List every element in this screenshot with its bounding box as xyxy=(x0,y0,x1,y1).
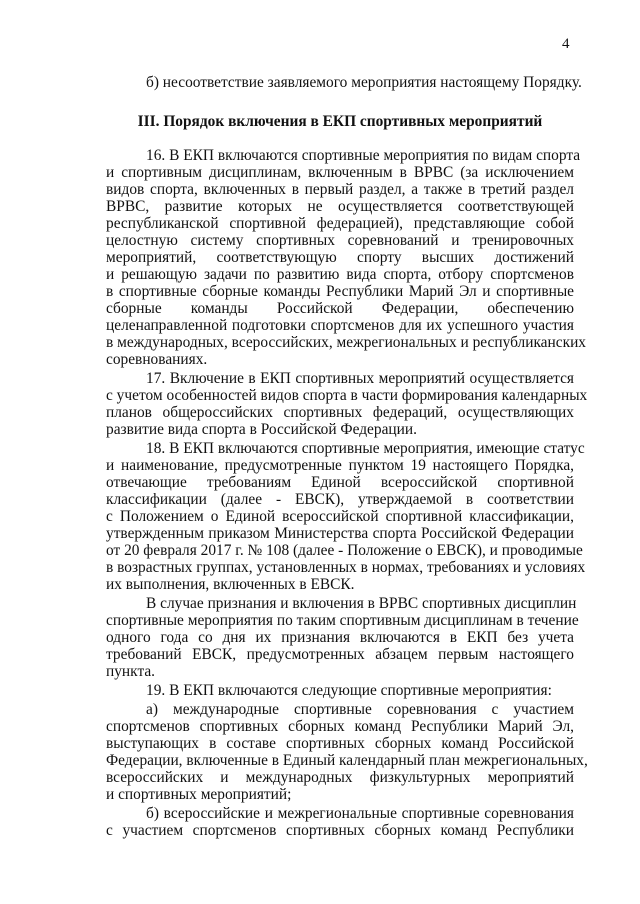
text-line: всероссийских и международных физкультурных мероприятий xyxy=(106,769,574,786)
text-line: соревнованиях. xyxy=(106,351,208,368)
text-line: пункта. xyxy=(106,663,156,680)
text-line: Федерации, включенные в Единый календарный план межрегиональных, xyxy=(106,752,588,769)
text-line: в возрастных группах, установленных в нормах, требованиях и условиях xyxy=(106,559,586,576)
text-line: и спортивным дисциплинам, включенным в ВРВС (за исключением xyxy=(106,164,574,181)
text-line: а) международные спортивные соревнования с участием xyxy=(146,701,574,718)
text-line: ВРВС, развитие которых не осуществляется соответствующей xyxy=(106,198,574,215)
text-line: развитие вида спорта в Российской Федерации. xyxy=(106,421,417,438)
text-line: 18. В ЕКП включаются спортивные мероприятия, имеющие статус xyxy=(146,440,585,457)
text-line: видов спорта, включенных в первый раздел, а также в третий раздел xyxy=(106,181,574,198)
text-line: одного года со дня их признания включаются в ЕКП без учета xyxy=(106,629,574,646)
intro-line: б) несоответствие заявляемого мероприятия настоящему Порядку. xyxy=(146,74,582,91)
text-line: мероприятий, соответствующую спорту высших достижений xyxy=(106,249,574,266)
text-line: республиканской спортивной федерацией), представляющие собой xyxy=(106,215,574,232)
text-line: 16. В ЕКП включаются спортивные мероприятия по видам спорта xyxy=(146,147,581,164)
text-line: от 20 февраля 2017 г. № 108 (далее - Положение о ЕВСК), и проводимые xyxy=(106,542,583,559)
text-line: классификации (далее - ЕВСК), утверждаемой в соответствии xyxy=(106,491,574,508)
text-line: 19. В ЕКП включаются следующие спортивные мероприятия: xyxy=(146,682,552,699)
text-line: целостную систему спортивных соревнований и тренировочных xyxy=(106,232,574,249)
text-line: б) всероссийские и межрегиональные спортивные соревнования xyxy=(146,805,574,822)
text-line: выступающих в составе спортивных сборных команд Российской xyxy=(106,735,574,752)
text-line: отвечающие требованиям Единой всероссийской спортивной xyxy=(106,474,574,491)
text-line: их выполнения, включенных в ЕВСК. xyxy=(106,576,355,593)
text-line: планов общероссийских спортивных федераций, осуществляющих xyxy=(106,404,574,421)
page-number: 4 xyxy=(562,36,570,52)
text-line: с участием спортсменов спортивных сборных команд Республики xyxy=(106,822,574,839)
text-line: и решающую задачи по развитию вида спорта, отбору спортсменов xyxy=(106,266,574,283)
text-line: с учетом особенностей видов спорта в части формирования календарных xyxy=(106,387,588,404)
text-line: в международных, всероссийских, межрегиональных и республиканских xyxy=(106,334,586,351)
text-line: требований ЕВСК, предусмотренных абзацем первым настоящего xyxy=(106,646,574,663)
text-line: в спортивные сборные команды Республики Марий Эл и спортивные xyxy=(106,283,574,300)
text-line: 17. Включение в ЕКП спортивных мероприятий осуществляется xyxy=(146,370,574,387)
text-line: с Положением о Единой всероссийской спортивной классификации, xyxy=(106,508,574,525)
text-line: спортивные мероприятия по таким спортивным дисциплинам в течение xyxy=(106,612,579,629)
text-line: сборные команды Российской Федерации, обеспечению xyxy=(106,300,574,317)
section-heading: III. Порядок включения в ЕКП спортивных мероприятий xyxy=(137,113,543,130)
text-line: В случае признания и включения в ВРВС спортивных дисциплин xyxy=(146,595,577,612)
text-line: и наименование, предусмотренные пунктом 19 настоящего Порядка, xyxy=(106,457,574,474)
text-line: утвержденным приказом Министерства спорта Российской Федерации xyxy=(106,525,574,542)
text-line: целенаправленной подготовки спортсменов для их успешного участия xyxy=(106,317,574,334)
text-line: и спортивных мероприятий; xyxy=(106,786,292,803)
text-line: спортсменов спортивных сборных команд Республики Марий Эл, xyxy=(106,718,574,735)
